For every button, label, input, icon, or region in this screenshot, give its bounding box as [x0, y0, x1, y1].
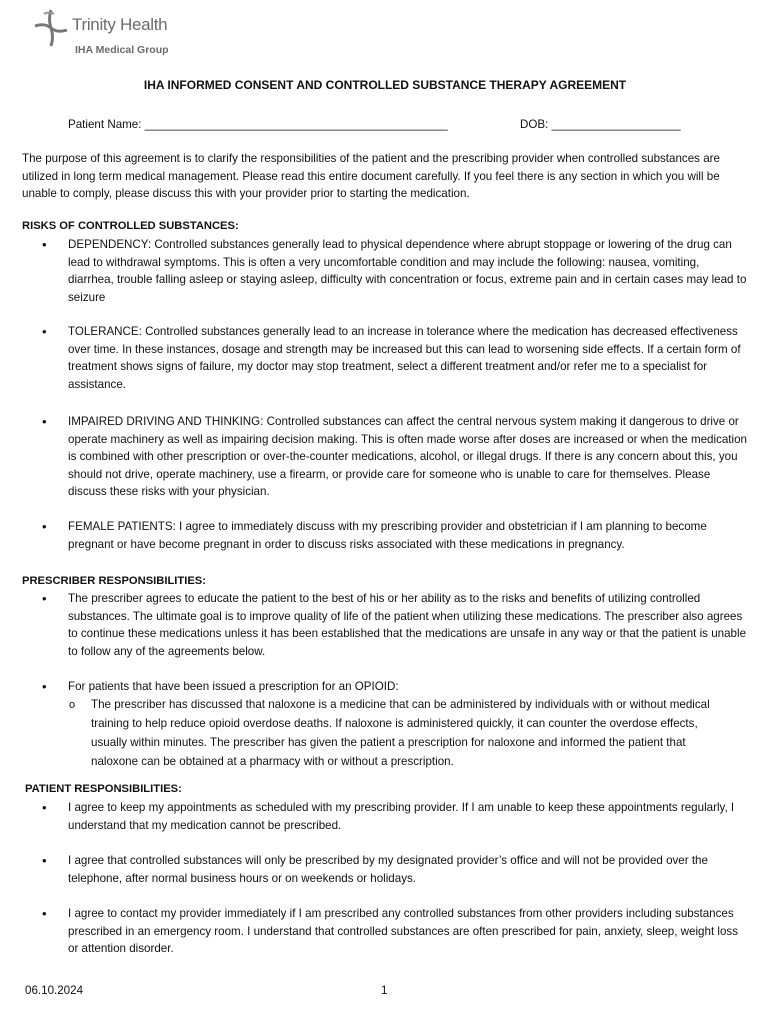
brand-subtitle: IHA Medical Group — [75, 44, 169, 56]
brand-name: Trinity Health — [72, 15, 168, 34]
risk-item-impaired-driving: IMPAIRED DRIVING AND THINKING: Controlled substances can affect the central nervous system making it dangerous to drive or operate machinery as well as impairing decision making. This is often made worse after doses are increased or when the medication is combined with other prescription or over-the-counter medications, alcohol, or illegal drugs. If there is any concern about this, you should not drive, operate machinery, use a firearm, or provide care for someone who is unable to care for themselves. Please discuss these risks with your physician. — [68, 415, 748, 498]
sub-bullet-icon: o — [69, 699, 76, 711]
footer-date: 06.10.2024 — [25, 984, 84, 997]
bullet-icon: • — [42, 237, 47, 252]
risks-heading: RISKS OF CONTROLLED SUBSTANCES: — [22, 220, 239, 232]
risk-item-female-patients: FEMALE PATIENTS: I agree to immediately discuss with my prescribing provider and obstetrician if I am planning to become pregnant or have become pregnant in order to discuss risks associated with these medications in pregnancy. — [68, 520, 707, 551]
bullet-icon: • — [42, 906, 47, 921]
prescriber-item-opioid: For patients that have been issued a prescription for an OPIOID: — [68, 680, 399, 693]
bullet-icon: • — [42, 800, 47, 815]
risk-item-dependency: DEPENDENCY: Controlled substances generally lead to physical dependence where abrupt stoppage or lowering of the drug can lead to withdrawal symptoms. This is often a very uncomfortable condition and may include the following: nausea, vomiting, diarrhea, trouble falling asleep or staying asleep, difficulty with concentration or focus, extreme pain and in certain cases may lead to seizure — [68, 238, 747, 304]
bullet-icon: • — [42, 591, 47, 606]
bullet-icon: • — [42, 679, 47, 694]
patient-item-other-providers: I agree to contact my provider immediately if I am prescribed any controlled substances from other providers including substances prescribed in an emergency room. I understand that controlled substances are often prescribed for pain, anxiety, sleep, weight loss or attention disorder. — [68, 907, 739, 955]
document-title: IHA INFORMED CONSENT AND CONTROLLED SUBSTANCE THERAPY AGREEMENT — [143, 78, 627, 92]
page-number: 1 — [381, 984, 388, 997]
prescriber-item-educate: The prescriber agrees to educate the patient to the best of his or her ability as to the risks and benefits of utilizing controlled substances. The ultimate goal is to improve quality of life of the patient when utilizing these medications. The prescriber also agrees to continue these medications unless it has been established that the medications are unsafe in any way or that the patient is unable to follow any of the agreements below. — [68, 592, 747, 658]
bullet-icon: • — [42, 853, 47, 868]
patient-item-appointments: I agree to keep my appointments as scheduled with my prescribing provider. If I am unable to keep these appointments regularly, I understand that my medication cannot be prescribed. — [68, 801, 735, 832]
dob-field: DOB: ____________________ — [520, 118, 681, 131]
patient-name-field: Patient Name: _______________________________________________ — [68, 118, 448, 131]
patient-heading: PATIENT RESPONSIBILITIES: — [25, 783, 182, 795]
patient-item-designated-provider: I agree that controlled substances will only be prescribed by my designated provider’s office and will not be provided over the telephone, after normal business hours or on weekends or holidays. — [68, 854, 708, 885]
prescriber-heading: PRESCRIBER RESPONSIBILITIES: — [22, 575, 206, 587]
trinity-health-cross-logo-icon — [32, 6, 70, 50]
bullet-icon: • — [42, 519, 47, 534]
risk-item-tolerance: TOLERANCE: Controlled substances generally lead to an increase in tolerance where the medication has decreased effectiveness over time. In these instances, dosage and strength may be increased but this can lead to worsening side effects. If a certain form of treatment shows signs of failure, my doctor may stop treatment, select a different treatment and/or refer me to a specialist for assistance. — [68, 325, 741, 391]
trinity-health-logo — [32, 6, 192, 58]
bullet-icon: • — [42, 324, 47, 339]
bullet-icon: • — [42, 414, 47, 429]
prescriber-subitem-naloxone: The prescriber has discussed that naloxone is a medicine that can be administered by individuals with or without medical training to help reduce opioid overdose deaths. If naloxone is administered quickly, it can counter the overdose effects, usually within minutes. The prescriber has given the patient a prescription for naloxone and informed the patient that naloxone can be obtained at a pharmacy with or without a prescription. — [91, 698, 710, 768]
intro-paragraph: The purpose of this agreement is to clarify the responsibilities of the patient and the prescribing provider when controlled substances are utilized in long term medical management. Please read this entire document carefully. If you feel there is any section in which you will be unable to comply, please discuss this with your provider prior to starting the medication. — [22, 152, 720, 200]
